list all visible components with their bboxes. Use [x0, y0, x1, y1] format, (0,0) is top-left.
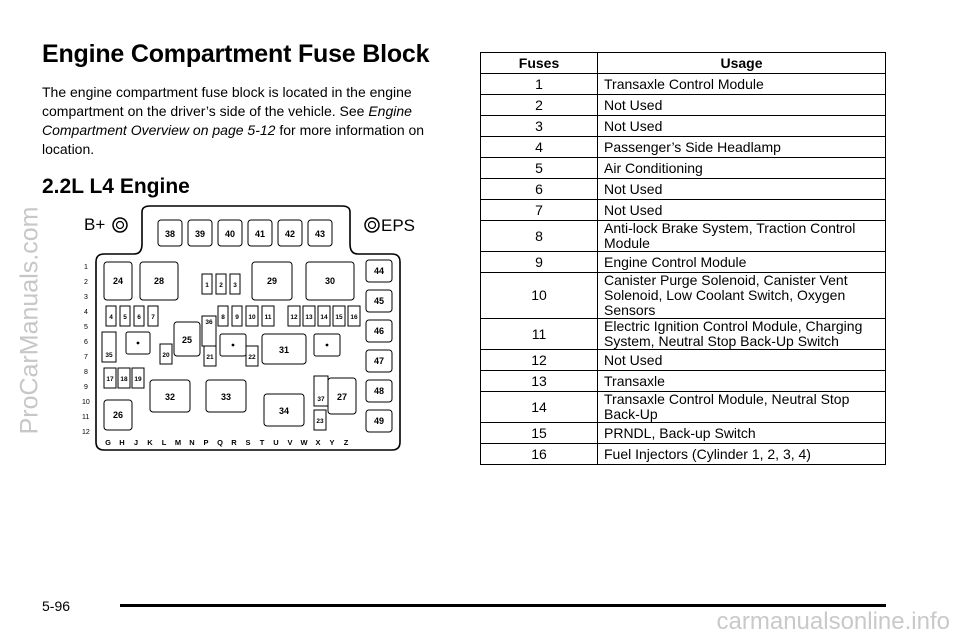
svg-text:N: N — [189, 438, 195, 447]
fuse-number: 8 — [481, 221, 598, 252]
svg-text:11: 11 — [82, 414, 90, 421]
fuse-number: 16 — [481, 444, 598, 465]
usage-column-header: Usage — [598, 53, 886, 74]
table-row — [481, 74, 886, 95]
svg-text:9: 9 — [235, 314, 239, 321]
table-row — [481, 319, 886, 350]
svg-text:15: 15 — [335, 314, 343, 321]
svg-text:35: 35 — [105, 352, 113, 359]
svg-text:3: 3 — [84, 294, 88, 301]
section-subtitle: 2.2L L4 Engine — [42, 175, 190, 198]
svg-text:36: 36 — [205, 319, 213, 326]
svg-text:W: W — [300, 438, 308, 447]
svg-text:Y: Y — [329, 438, 335, 447]
svg-text:39: 39 — [194, 229, 206, 239]
fuse-number: 2 — [481, 95, 598, 116]
top-relay-row — [158, 220, 332, 246]
table-row — [481, 116, 886, 137]
svg-text:45: 45 — [373, 296, 385, 306]
svg-text:12: 12 — [290, 314, 298, 321]
table-row — [481, 252, 886, 273]
svg-text:X: X — [315, 438, 321, 447]
svg-text:G: G — [105, 438, 111, 447]
fuse-number: 13 — [481, 371, 598, 392]
intro-text-after: for more information on location. — [42, 122, 425, 157]
side-watermark-text: ProCarManuals.com — [15, 206, 44, 434]
fuse-number: 11 — [481, 319, 598, 350]
fuse-number: 6 — [481, 179, 598, 200]
fuse-usage: Engine Control Module — [598, 252, 886, 273]
fuse-usage: Not Used — [598, 200, 886, 221]
fuses-column-header: Fuses — [481, 53, 598, 74]
svg-text:49: 49 — [373, 416, 385, 426]
fuse-usage: Transaxle — [598, 371, 886, 392]
fuse-usage: Transaxle Control Module, Neutral Stop Back-Up — [598, 392, 886, 423]
svg-text:42: 42 — [284, 229, 296, 239]
fuse-usage-table — [480, 52, 886, 465]
table-row — [481, 371, 886, 392]
column-letters — [105, 438, 349, 447]
svg-text:12: 12 — [82, 429, 90, 436]
svg-text:10: 10 — [82, 399, 90, 406]
svg-text:V: V — [287, 438, 293, 447]
footer-divider — [120, 604, 886, 607]
svg-text:1: 1 — [84, 264, 88, 271]
svg-text:22: 22 — [248, 354, 256, 361]
fuse-usage: PRNDL, Back-up Switch — [598, 423, 886, 444]
fuse-number: 12 — [481, 350, 598, 371]
svg-text:43: 43 — [314, 229, 326, 239]
table-row — [481, 350, 886, 371]
svg-text:U: U — [273, 438, 279, 447]
svg-text:4: 4 — [84, 309, 88, 316]
svg-text:25: 25 — [181, 335, 193, 345]
svg-text:3: 3 — [233, 282, 237, 289]
svg-text:47: 47 — [373, 356, 385, 366]
svg-text:24: 24 — [112, 276, 124, 286]
cross-reference-link[interactable]: Engine Compartment Overview on page 5-12 — [42, 103, 412, 138]
fuse-usage: Fuel Injectors (Cylinder 1, 2, 3, 4) — [598, 444, 886, 465]
left-column — [42, 40, 442, 199]
svg-text:46: 46 — [373, 326, 385, 336]
svg-text:48: 48 — [373, 386, 385, 396]
fuse-usage: Electric Ignition Control Module, Charging System, Neutral Stop Back-Up Switch — [598, 319, 886, 350]
fuse-number: 1 — [481, 74, 598, 95]
svg-text:18: 18 — [120, 376, 128, 383]
svg-text:20: 20 — [162, 352, 170, 359]
svg-text:11: 11 — [264, 314, 272, 321]
svg-text:14: 14 — [320, 314, 328, 321]
fuse-number: 10 — [481, 273, 598, 319]
svg-text:1: 1 — [205, 282, 209, 289]
svg-text:28: 28 — [153, 276, 165, 286]
eps-label: EPS — [381, 216, 416, 235]
b-plus-terminal-icon — [113, 218, 127, 232]
table-row — [481, 137, 886, 158]
fuse-number: 5 — [481, 158, 598, 179]
fuse-usage: Canister Purge Solenoid, Canister Vent Solenoid, Low Coolant Switch, Oxygen Sensors — [598, 273, 886, 319]
fuse-usage: Not Used — [598, 95, 886, 116]
svg-text:2: 2 — [84, 279, 88, 286]
svg-text:44: 44 — [373, 266, 385, 276]
svg-text:31: 31 — [278, 345, 290, 355]
svg-text:41: 41 — [254, 229, 266, 239]
fuse-usage: Air Conditioning — [598, 158, 886, 179]
svg-text:21: 21 — [206, 354, 214, 361]
diode-fuses — [102, 316, 328, 406]
svg-text:16: 16 — [350, 314, 358, 321]
svg-text:4: 4 — [109, 314, 113, 321]
table-row — [481, 200, 886, 221]
fuse-block-diagram — [80, 204, 420, 452]
table-header-row — [481, 53, 886, 74]
svg-text:Q: Q — [217, 438, 223, 447]
svg-text:P: P — [203, 438, 209, 447]
svg-text:19: 19 — [134, 376, 142, 383]
svg-text:H: H — [119, 438, 125, 447]
svg-text:J: J — [133, 438, 139, 447]
svg-text:M: M — [174, 438, 182, 447]
table-row — [481, 179, 886, 200]
svg-text:40: 40 — [224, 229, 236, 239]
svg-text:5: 5 — [123, 314, 127, 321]
page-title: Engine Compartment Fuse Block — [42, 40, 430, 68]
svg-text:34: 34 — [278, 406, 290, 416]
svg-text:23: 23 — [316, 418, 324, 425]
svg-text:8: 8 — [221, 314, 225, 321]
svg-text:37: 37 — [317, 396, 325, 403]
intro-text-before: The engine compartment fuse block is located in the engine compartment on the driver’s side of the vehicle. See — [42, 84, 412, 119]
svg-text:T: T — [259, 438, 265, 447]
row-numbers — [82, 264, 90, 436]
svg-text:26: 26 — [112, 410, 124, 420]
svg-text:10: 10 — [248, 314, 256, 321]
svg-text:8: 8 — [84, 369, 88, 376]
svg-text:5: 5 — [84, 324, 88, 331]
svg-text:2: 2 — [219, 282, 223, 289]
svg-text:33: 33 — [220, 392, 232, 402]
svg-text:32: 32 — [164, 392, 176, 402]
table-row — [481, 392, 886, 423]
svg-text:17: 17 — [106, 376, 114, 383]
fuse-number: 7 — [481, 200, 598, 221]
fuse-number: 15 — [481, 423, 598, 444]
page-number: 5-96 — [42, 598, 71, 614]
svg-text:30: 30 — [324, 276, 336, 286]
svg-text:38: 38 — [164, 229, 176, 239]
fuse-usage: Not Used — [598, 116, 886, 137]
svg-text:7: 7 — [84, 354, 88, 361]
svg-text:6: 6 — [84, 339, 88, 346]
empty-sockets — [126, 332, 340, 356]
svg-text:7: 7 — [151, 314, 155, 321]
b-plus-label: B+ — [84, 215, 106, 234]
svg-text:R: R — [231, 438, 237, 447]
table-row — [481, 221, 886, 252]
table-row — [481, 158, 886, 179]
eps-terminal-icon — [365, 218, 379, 232]
fuse-number: 4 — [481, 137, 598, 158]
svg-text:6: 6 — [137, 314, 141, 321]
svg-text:13: 13 — [305, 314, 313, 321]
fuse-usage: Not Used — [598, 350, 886, 371]
svg-text:K: K — [147, 438, 153, 447]
table-row — [481, 95, 886, 116]
fuse-number: 14 — [481, 392, 598, 423]
fuse-number: 3 — [481, 116, 598, 137]
svg-text:S: S — [245, 438, 251, 447]
fuse-usage: Transaxle Control Module — [598, 74, 886, 95]
mini-fuses — [104, 274, 360, 430]
fuse-number: 9 — [481, 252, 598, 273]
intro-paragraph — [42, 83, 442, 159]
svg-text:L: L — [161, 438, 167, 447]
table-row — [481, 423, 886, 444]
svg-text:Z: Z — [343, 438, 349, 447]
svg-text:29: 29 — [266, 276, 278, 286]
bottom-watermark: carmanualsonline.info — [716, 608, 950, 635]
right-relay-column — [366, 260, 392, 432]
table-row — [481, 273, 886, 319]
fuse-usage: Anti-lock Brake System, Traction Control Module — [598, 221, 886, 252]
svg-text:9: 9 — [84, 384, 88, 391]
table-row — [481, 444, 886, 465]
fuse-usage: Passenger’s Side Headlamp — [598, 137, 886, 158]
fuse-usage: Not Used — [598, 179, 886, 200]
svg-text:27: 27 — [336, 392, 348, 402]
